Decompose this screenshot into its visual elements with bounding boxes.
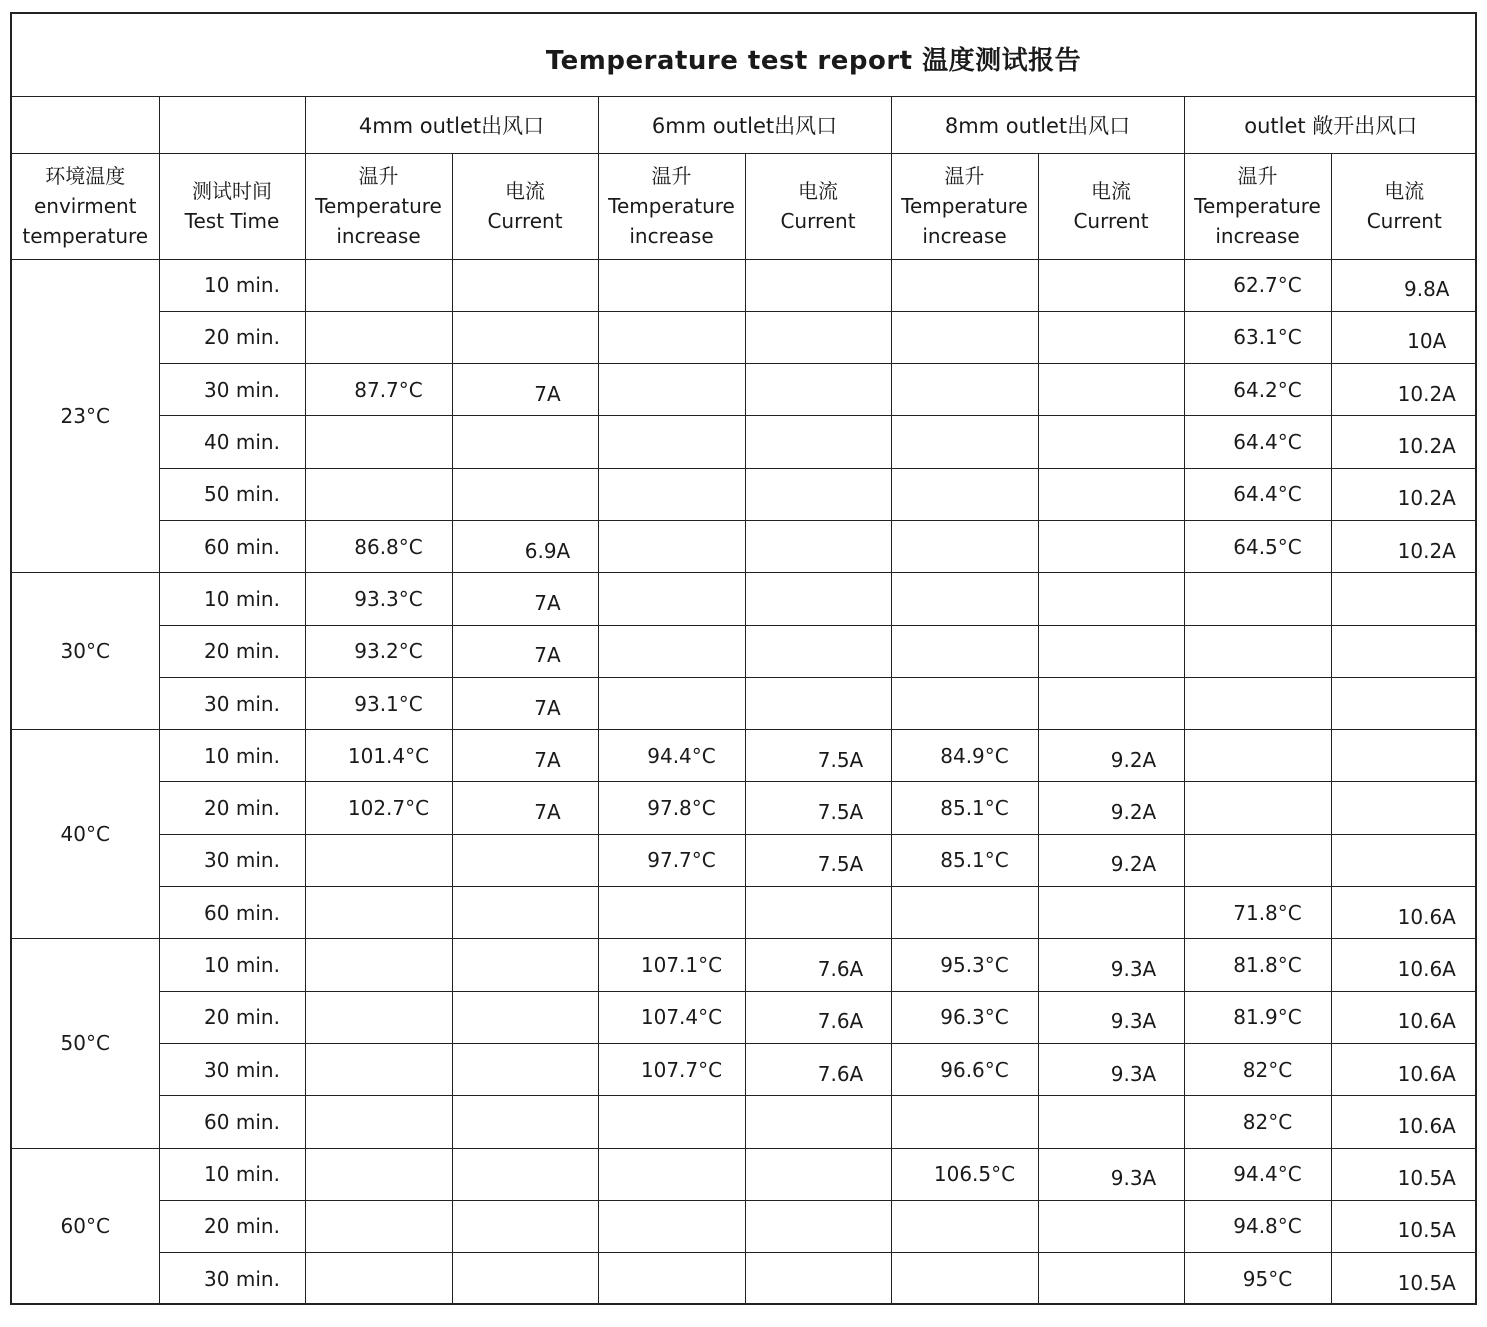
table-row xyxy=(12,1253,1477,1305)
table-row xyxy=(12,1043,1477,1095)
temperature-cell xyxy=(1184,730,1331,782)
temperature-increase-header: 温升 Temperature increase xyxy=(598,153,745,259)
temperature-cell xyxy=(891,364,1038,416)
test-time-cell: 20 min. xyxy=(159,782,305,834)
table-row xyxy=(12,311,1477,363)
temperature-increase-header: 温升 Temperature increase xyxy=(1184,153,1331,259)
temperature-cell xyxy=(305,1253,452,1305)
temperature-cell xyxy=(1184,573,1331,625)
title-row xyxy=(12,14,1475,97)
current-cell xyxy=(745,1253,891,1305)
temperature-cell: 93.2°C xyxy=(305,625,452,677)
current-cell xyxy=(1038,1253,1184,1305)
current-cell xyxy=(452,259,598,311)
outlet-group-open: outlet 敞开出风口 xyxy=(1184,97,1477,153)
current-cell xyxy=(452,834,598,886)
temperature-cell: 64.5°C xyxy=(1184,520,1331,572)
temperature-cell: 97.7°C xyxy=(598,834,745,886)
current-cell: 10.2A xyxy=(1331,520,1477,572)
temperature-cell xyxy=(598,573,745,625)
current-cell xyxy=(745,364,891,416)
current-cell: 10.6A xyxy=(1331,991,1477,1043)
temperature-cell xyxy=(305,259,452,311)
temperature-cell xyxy=(891,1253,1038,1305)
current-cell: 9.3A xyxy=(1038,1043,1184,1095)
current-cell: 10.2A xyxy=(1331,416,1477,468)
temperature-cell xyxy=(305,416,452,468)
current-cell: 7.6A xyxy=(745,991,891,1043)
current-cell xyxy=(1038,311,1184,363)
current-cell: 9.3A xyxy=(1038,1148,1184,1200)
env-temp-header: 环境温度 envirment temperature xyxy=(12,153,159,259)
temperature-cell: 71.8°C xyxy=(1184,887,1331,939)
current-cell xyxy=(452,991,598,1043)
temperature-cell: 94.4°C xyxy=(598,730,745,782)
temperature-cell: 82°C xyxy=(1184,1096,1331,1148)
current-cell: 9.2A xyxy=(1038,730,1184,782)
temperature-cell xyxy=(598,364,745,416)
current-cell xyxy=(1038,520,1184,572)
current-cell xyxy=(452,939,598,991)
current-cell: 10.6A xyxy=(1331,887,1477,939)
table-row xyxy=(12,834,1477,886)
env-temp-cell: 50°C xyxy=(12,939,159,1148)
temperature-cell: 95°C xyxy=(1184,1253,1331,1305)
current-cell xyxy=(745,573,891,625)
test-time-cell: 10 min. xyxy=(159,730,305,782)
temperature-cell xyxy=(305,1148,452,1200)
temperature-cell xyxy=(305,468,452,520)
current-cell: 10.2A xyxy=(1331,364,1477,416)
current-cell xyxy=(452,1200,598,1252)
temperature-cell xyxy=(598,520,745,572)
temperature-cell xyxy=(598,625,745,677)
temperature-cell: 96.3°C xyxy=(891,991,1038,1043)
blank-header-cell xyxy=(12,97,159,153)
temperature-cell xyxy=(305,1096,452,1148)
table-row xyxy=(12,991,1477,1043)
current-cell: 10.2A xyxy=(1331,468,1477,520)
current-cell xyxy=(1331,782,1477,834)
temperature-cell: 107.7°C xyxy=(598,1043,745,1095)
current-header: 电流 Current xyxy=(745,153,891,259)
test-time-header: 测试时间 Test Time xyxy=(159,153,305,259)
current-cell: 9.8A xyxy=(1331,259,1477,311)
table-row xyxy=(12,573,1477,625)
current-cell xyxy=(1038,625,1184,677)
current-cell: 6.9A xyxy=(452,520,598,572)
temperature-cell xyxy=(305,1043,452,1095)
temperature-cell xyxy=(1184,677,1331,729)
current-cell: 9.2A xyxy=(1038,834,1184,886)
test-time-cell: 30 min. xyxy=(159,1043,305,1095)
temperature-cell xyxy=(305,887,452,939)
temperature-cell xyxy=(598,677,745,729)
table-row xyxy=(12,364,1477,416)
temperature-cell: 64.4°C xyxy=(1184,416,1331,468)
temperature-cell xyxy=(891,259,1038,311)
current-cell: 7A xyxy=(452,782,598,834)
table-row xyxy=(12,730,1477,782)
temperature-cell xyxy=(305,1200,452,1252)
temperature-cell: 94.4°C xyxy=(1184,1148,1331,1200)
temperature-cell xyxy=(598,468,745,520)
current-cell xyxy=(1331,573,1477,625)
temperature-cell xyxy=(598,1096,745,1148)
current-cell xyxy=(1331,677,1477,729)
current-cell xyxy=(745,468,891,520)
current-cell xyxy=(1331,730,1477,782)
temperature-test-report xyxy=(10,12,1477,1305)
current-cell xyxy=(1038,887,1184,939)
temperature-cell xyxy=(891,311,1038,363)
test-time-cell: 10 min. xyxy=(159,259,305,311)
current-cell: 10.5A xyxy=(1331,1148,1477,1200)
temperature-cell xyxy=(1184,834,1331,886)
table-row xyxy=(12,259,1477,311)
current-cell xyxy=(745,625,891,677)
test-time-cell: 30 min. xyxy=(159,834,305,886)
temperature-cell: 84.9°C xyxy=(891,730,1038,782)
current-cell: 10A xyxy=(1331,311,1477,363)
test-time-cell: 60 min. xyxy=(159,887,305,939)
test-time-cell: 40 min. xyxy=(159,416,305,468)
temperature-cell: 81.9°C xyxy=(1184,991,1331,1043)
temperature-cell xyxy=(598,416,745,468)
current-cell xyxy=(1331,625,1477,677)
temperature-cell xyxy=(891,677,1038,729)
temperature-cell xyxy=(305,991,452,1043)
current-cell xyxy=(1038,573,1184,625)
outlet-group-8mm: 8mm outlet出风口 xyxy=(891,97,1184,153)
test-time-cell: 30 min. xyxy=(159,677,305,729)
current-cell xyxy=(452,1253,598,1305)
current-cell xyxy=(745,677,891,729)
temperature-cell xyxy=(891,1200,1038,1252)
current-cell: 9.3A xyxy=(1038,991,1184,1043)
test-time-cell: 60 min. xyxy=(159,1096,305,1148)
table-row xyxy=(12,1148,1477,1200)
temperature-cell: 81.8°C xyxy=(1184,939,1331,991)
temperature-cell xyxy=(598,887,745,939)
current-cell: 7A xyxy=(452,677,598,729)
current-cell: 10.5A xyxy=(1331,1200,1477,1252)
outlet-group-header-row xyxy=(12,97,1477,153)
current-header: 电流 Current xyxy=(452,153,598,259)
temperature-cell xyxy=(305,311,452,363)
current-cell xyxy=(745,416,891,468)
test-time-cell: 30 min. xyxy=(159,1253,305,1305)
temperature-cell xyxy=(305,834,452,886)
temperature-cell: 85.1°C xyxy=(891,782,1038,834)
table-row xyxy=(12,468,1477,520)
test-time-cell: 60 min. xyxy=(159,520,305,572)
current-cell xyxy=(1038,364,1184,416)
temperature-cell: 102.7°C xyxy=(305,782,452,834)
test-time-cell: 10 min. xyxy=(159,573,305,625)
current-cell: 7A xyxy=(452,364,598,416)
test-time-cell: 10 min. xyxy=(159,1148,305,1200)
temperature-cell xyxy=(1184,782,1331,834)
table-row xyxy=(12,887,1477,939)
test-time-cell: 10 min. xyxy=(159,939,305,991)
current-cell xyxy=(745,1096,891,1148)
current-cell: 10.6A xyxy=(1331,939,1477,991)
table-row xyxy=(12,1200,1477,1252)
table-row xyxy=(12,416,1477,468)
env-temp-cell: 40°C xyxy=(12,730,159,939)
current-cell: 7.5A xyxy=(745,834,891,886)
temperature-cell: 107.4°C xyxy=(598,991,745,1043)
current-cell: 9.2A xyxy=(1038,782,1184,834)
temperature-cell: 96.6°C xyxy=(891,1043,1038,1095)
temperature-increase-header: 温升 Temperature increase xyxy=(891,153,1038,259)
temperature-cell: 62.7°C xyxy=(1184,259,1331,311)
temperature-cell: 107.1°C xyxy=(598,939,745,991)
current-cell xyxy=(1331,834,1477,886)
temperature-cell xyxy=(598,1200,745,1252)
current-cell xyxy=(452,887,598,939)
temperature-cell: 95.3°C xyxy=(891,939,1038,991)
test-time-cell: 50 min. xyxy=(159,468,305,520)
current-cell xyxy=(452,1148,598,1200)
current-cell: 7.6A xyxy=(745,939,891,991)
test-time-cell: 20 min. xyxy=(159,625,305,677)
current-cell xyxy=(745,259,891,311)
temperature-cell xyxy=(891,468,1038,520)
test-time-cell: 20 min. xyxy=(159,311,305,363)
table-row xyxy=(12,625,1477,677)
temperature-increase-header: 温升 Temperature increase xyxy=(305,153,452,259)
results-table xyxy=(12,97,1477,1305)
table-row xyxy=(12,782,1477,834)
table-row xyxy=(12,520,1477,572)
outlet-group-4mm: 4mm outlet出风口 xyxy=(305,97,598,153)
test-time-cell: 20 min. xyxy=(159,991,305,1043)
table-row xyxy=(12,1096,1477,1148)
current-cell xyxy=(745,520,891,572)
current-cell xyxy=(745,1148,891,1200)
current-cell xyxy=(1038,416,1184,468)
temperature-cell xyxy=(305,939,452,991)
current-cell xyxy=(1038,468,1184,520)
temperature-cell: 64.2°C xyxy=(1184,364,1331,416)
temperature-cell: 106.5°C xyxy=(891,1148,1038,1200)
current-cell xyxy=(745,311,891,363)
current-cell: 7.5A xyxy=(745,730,891,782)
temperature-cell: 101.4°C xyxy=(305,730,452,782)
temperature-cell xyxy=(891,1096,1038,1148)
temperature-cell: 87.7°C xyxy=(305,364,452,416)
temperature-cell: 86.8°C xyxy=(305,520,452,572)
current-cell xyxy=(1038,1200,1184,1252)
current-cell: 7.5A xyxy=(745,782,891,834)
current-cell: 7.6A xyxy=(745,1043,891,1095)
report-title: Temperature test report 温度测试报告 xyxy=(545,46,1082,76)
test-time-cell: 20 min. xyxy=(159,1200,305,1252)
table-row xyxy=(12,677,1477,729)
current-cell xyxy=(452,468,598,520)
test-time-cell: 30 min. xyxy=(159,364,305,416)
current-cell xyxy=(745,887,891,939)
current-cell: 7A xyxy=(452,625,598,677)
current-cell: 7A xyxy=(452,730,598,782)
current-cell xyxy=(452,1043,598,1095)
current-cell: 10.5A xyxy=(1331,1253,1477,1305)
current-header: 电流 Current xyxy=(1038,153,1184,259)
current-cell xyxy=(1038,1096,1184,1148)
env-temp-cell: 60°C xyxy=(12,1148,159,1305)
temperature-cell: 94.8°C xyxy=(1184,1200,1331,1252)
temperature-cell xyxy=(598,1148,745,1200)
current-cell: 10.6A xyxy=(1331,1096,1477,1148)
current-cell xyxy=(1038,677,1184,729)
temperature-cell: 93.3°C xyxy=(305,573,452,625)
env-temp-cell: 30°C xyxy=(12,573,159,730)
current-cell xyxy=(1038,259,1184,311)
current-cell xyxy=(452,311,598,363)
temperature-cell xyxy=(1184,625,1331,677)
temperature-cell xyxy=(891,573,1038,625)
temperature-cell: 93.1°C xyxy=(305,677,452,729)
temperature-cell xyxy=(598,259,745,311)
temperature-cell: 97.8°C xyxy=(598,782,745,834)
temperature-cell xyxy=(891,416,1038,468)
env-temp-cell: 23°C xyxy=(12,259,159,573)
temperature-cell: 63.1°C xyxy=(1184,311,1331,363)
current-cell: 7A xyxy=(452,573,598,625)
temperature-cell xyxy=(891,520,1038,572)
current-cell: 9.3A xyxy=(1038,939,1184,991)
column-header-row xyxy=(12,153,1477,259)
current-cell xyxy=(452,1096,598,1148)
temperature-cell: 64.4°C xyxy=(1184,468,1331,520)
temperature-cell xyxy=(598,311,745,363)
table-row xyxy=(12,939,1477,991)
temperature-cell xyxy=(891,887,1038,939)
temperature-cell xyxy=(891,625,1038,677)
outlet-group-6mm: 6mm outlet出风口 xyxy=(598,97,891,153)
temperature-cell: 82°C xyxy=(1184,1043,1331,1095)
temperature-cell: 85.1°C xyxy=(891,834,1038,886)
current-header: 电流 Current xyxy=(1331,153,1477,259)
blank-header-cell xyxy=(159,97,305,153)
current-cell xyxy=(745,1200,891,1252)
current-cell xyxy=(452,416,598,468)
temperature-cell xyxy=(598,1253,745,1305)
current-cell: 10.6A xyxy=(1331,1043,1477,1095)
